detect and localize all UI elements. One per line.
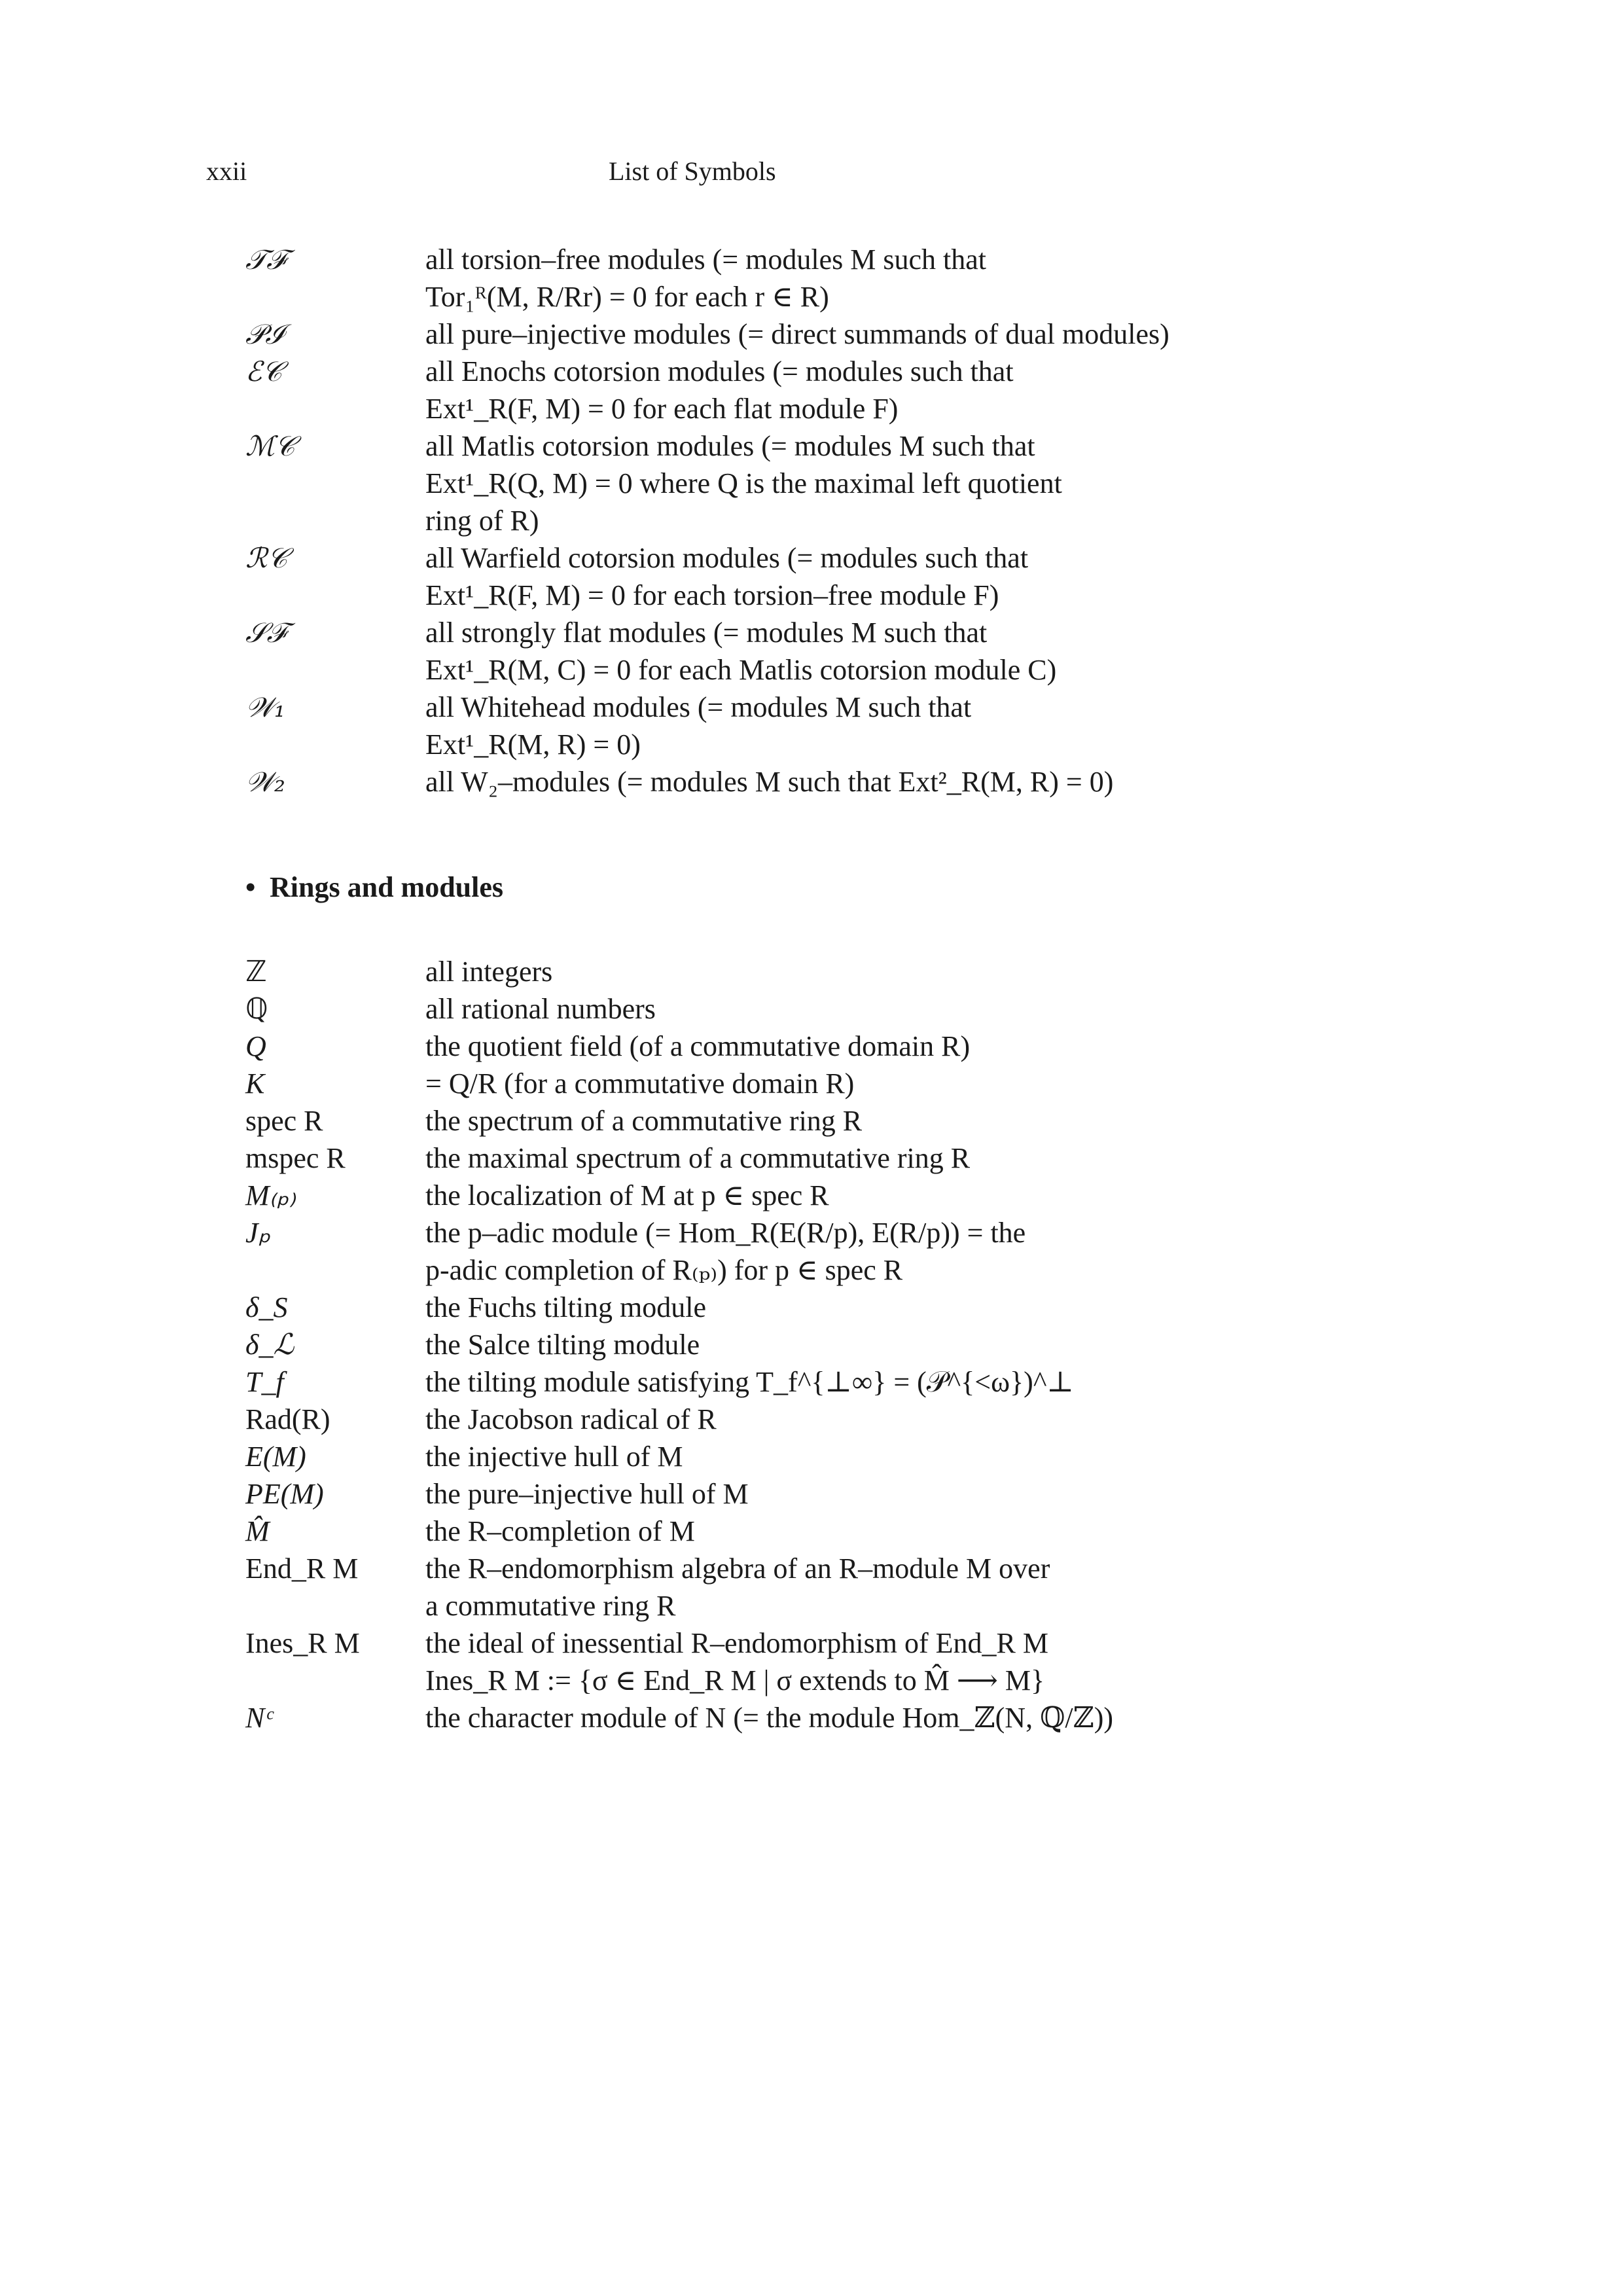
entry-description: all integers	[425, 956, 553, 988]
entry-symbol: Jₚ	[245, 1217, 271, 1249]
entry-description: the R–completion of M	[425, 1515, 695, 1547]
list-item	[245, 539, 1541, 614]
entry-symbol: M₍ₚ₎	[245, 1179, 296, 1211]
entry-symbol: PE(M)	[245, 1478, 324, 1510]
list-item	[245, 1028, 1541, 1065]
section-heading: • Rings and modules	[245, 871, 504, 903]
entry-symbol: 𝒲₁	[245, 691, 285, 723]
entry-symbol: 𝒫ℐ	[245, 318, 285, 350]
entry-symbol: δ_S	[245, 1291, 288, 1323]
list-item	[245, 1438, 1541, 1475]
list-item	[245, 1475, 1541, 1513]
entry-description: = Q/R (for a commutative domain R)	[425, 1067, 855, 1100]
list-item	[245, 614, 1541, 689]
list-item	[245, 1699, 1541, 1736]
list-item	[245, 1065, 1541, 1102]
running-title: List of Symbols	[609, 156, 776, 186]
list-item	[245, 953, 1541, 990]
entry-description: the p–adic module (= Hom_R(E(R/p), E(R/p)) = the p-adic completion of R₍ₚ₎) for p ∈ spec R	[425, 1217, 1026, 1286]
entry-symbol: Nᶜ	[245, 1702, 272, 1734]
entry-description: all strongly flat modules (= modules M such that Ext¹_R(M, C) = 0 for each Matlis cotorsion module C)	[425, 617, 1057, 686]
list-item	[245, 1177, 1541, 1214]
list-item	[245, 427, 1541, 539]
list-item	[245, 1214, 1541, 1289]
list-item	[245, 1401, 1541, 1438]
entry-symbol: ℳ𝒞	[245, 430, 295, 462]
entry-description: all Matlis cotorsion modules (= modules M such that Ext¹_R(Q, M) = 0 where Q is the maximal left quotient ring of R)	[425, 430, 1062, 537]
entry-description: the maximal spectrum of a commutative ring R	[425, 1142, 971, 1174]
entry-description: all W₂–modules (= modules M such that Ext²_R(M, R) = 0)	[425, 766, 1114, 798]
entry-symbol: K	[245, 1067, 265, 1100]
entry-description: the tilting module satisfying T_f^{⊥∞} = (𝒫^{<ω})^⊥	[425, 1366, 1074, 1398]
entry-description: all pure–injective modules (= direct summands of dual modules)	[425, 318, 1169, 350]
entry-symbol: ℛ𝒞	[245, 542, 288, 574]
entry-description: the Fuchs tilting module	[425, 1291, 706, 1323]
list-item	[245, 241, 1541, 315]
entry-symbol: M̂	[245, 1515, 270, 1547]
list-item	[245, 990, 1541, 1028]
list-item	[245, 1139, 1541, 1177]
module-classes-list	[245, 241, 1541, 800]
entry-description: the pure–injective hull of M	[425, 1478, 749, 1510]
entry-description: all Enochs cotorsion modules (= modules such that Ext¹_R(F, M) = 0 for each flat module F)	[425, 355, 1014, 425]
entry-description: the character module of N (= the module Hom_ℤ(N, ℚ/ℤ))	[425, 1702, 1114, 1734]
list-item	[245, 1624, 1541, 1699]
list-item	[245, 763, 1541, 800]
entry-symbol: Rad(R)	[245, 1403, 330, 1435]
entry-description: the R–endomorphism algebra of an R–module M over a commutative ring R	[425, 1552, 1050, 1622]
rings-modules-list	[245, 953, 1541, 1736]
entry-symbol: ℚ	[245, 993, 268, 1025]
list-item	[245, 1513, 1541, 1550]
entry-description: all Whitehead modules (= modules M such that Ext¹_R(M, R) = 0)	[425, 691, 972, 761]
entry-description: the spectrum of a commutative ring R	[425, 1105, 863, 1137]
list-item	[245, 1289, 1541, 1326]
entry-symbol: 𝒮ℱ	[245, 617, 287, 649]
list-item	[245, 1550, 1541, 1624]
list-item	[245, 1102, 1541, 1139]
entry-symbol: Ines_R M	[245, 1627, 360, 1659]
entry-symbol: T_f	[245, 1366, 284, 1398]
entry-symbol: 𝒲₂	[245, 766, 285, 798]
list-item	[245, 689, 1541, 763]
entry-description: all torsion–free modules (= modules M such that Tor₁ᴿ(M, R/Rr) = 0 for each r ∈ R)	[425, 243, 986, 313]
list-item	[245, 1326, 1541, 1363]
entry-description: all rational numbers	[425, 993, 656, 1025]
entry-description: the ideal of inessential R–endomorphism of End_R M Ines_R M := {σ ∈ End_R M | σ extends to M̂ ⟶ M}	[425, 1627, 1048, 1696]
entry-symbol: ℰ𝒞	[245, 355, 283, 387]
list-item	[245, 1363, 1541, 1401]
entry-description: the Salce tilting module	[425, 1329, 700, 1361]
entry-symbol: 𝒯ℱ	[245, 243, 287, 276]
entry-description: the injective hull of M	[425, 1441, 683, 1473]
entry-symbol: δ_ℒ	[245, 1329, 294, 1361]
page-number: xxii	[206, 156, 247, 186]
entry-symbol: spec R	[245, 1105, 323, 1137]
entry-symbol: End_R M	[245, 1552, 359, 1585]
list-item	[245, 315, 1541, 353]
bullet-icon: •	[245, 871, 256, 903]
entry-symbol: E(M)	[245, 1441, 306, 1473]
entry-description: the localization of M at p ∈ spec R	[425, 1179, 829, 1211]
entry-symbol: Q	[245, 1030, 266, 1062]
entry-description: the quotient field (of a commutative domain R)	[425, 1030, 971, 1062]
entry-symbol: ℤ	[245, 956, 267, 988]
entry-description: all Warfield cotorsion modules (= modules such that Ext¹_R(F, M) = 0 for each torsion–free module F)	[425, 542, 1029, 611]
entry-symbol: mspec R	[245, 1142, 346, 1174]
entry-description: the Jacobson radical of R	[425, 1403, 717, 1435]
list-item	[245, 353, 1541, 427]
